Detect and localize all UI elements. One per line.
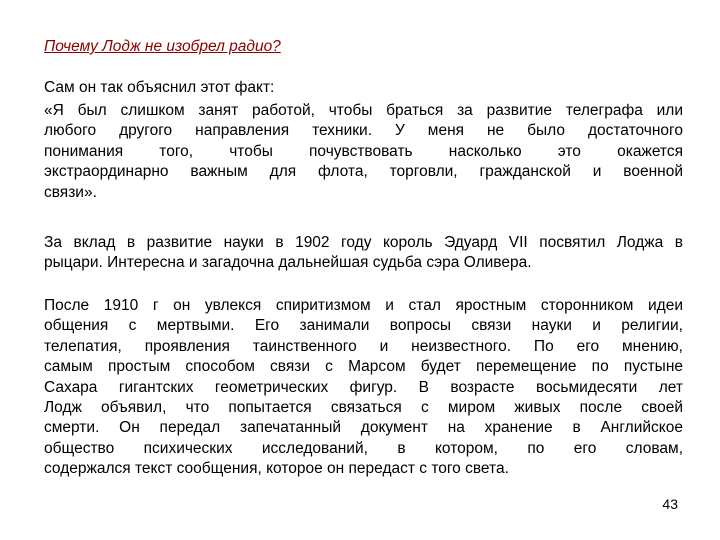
- quote-line: связи».: [44, 183, 97, 201]
- spiritism-paragraph: [44, 296, 683, 480]
- page-number: 43: [662, 496, 678, 512]
- quote-line: понимания того, чтобы почувствовать насколько это окажется: [44, 142, 683, 160]
- spiritism-line: Лодж объявил, что попытается связаться с миром живых после своей: [44, 399, 683, 417]
- spiritism-line: общество психических исследований, в котором, по его словам,: [44, 439, 683, 457]
- spiritism-line: После 1910 г он увлекся спиритизмом и стал яростным сторонником идеи: [44, 297, 683, 314]
- spiritism-line: смерти. Он передал запечатанный документ на хранение в Английское: [44, 419, 683, 437]
- spiritism-line: общения с мертвыми. Его занимали вопросы связи науки и религии,: [44, 317, 683, 335]
- quote-line: любого другого направления техники. У меня не было достаточного: [44, 122, 683, 140]
- quote-paragraph: [44, 101, 683, 203]
- knighthood-paragraph: [44, 233, 683, 274]
- quote-line: «Я был слишком занят работой, чтобы браться за развитие телеграфа или: [44, 102, 683, 119]
- spiritism-line: самым простым способом связи с Марсом будет перемещение по пустыне: [44, 358, 683, 376]
- spiritism-line: содержался текст сообщения, которое он передаст с того света.: [44, 460, 509, 478]
- knighthood-line: рыцари. Интересна и загадочна дальнейшая судьба сэра Оливера.: [44, 254, 532, 272]
- slide-heading: Почему Лодж не изобрел радио?: [44, 38, 281, 55]
- intro-paragraph: [44, 78, 683, 98]
- quote-line: экстраординарно важным для флота, торговли, гражданской и военной: [44, 163, 683, 181]
- spiritism-line: телепатия, проявления таинственного и неизвестного. По его мнению,: [44, 337, 683, 355]
- spiritism-line: Сахара гигантских геометрических фигур. В возрасте восьмидесяти лет: [44, 378, 683, 396]
- knighthood-line: За вклад в развитие науки в 1902 году король Эдуард VII посвятил Лоджа в: [44, 234, 683, 251]
- intro-line: Сам он так объяснил этот факт:: [44, 79, 275, 96]
